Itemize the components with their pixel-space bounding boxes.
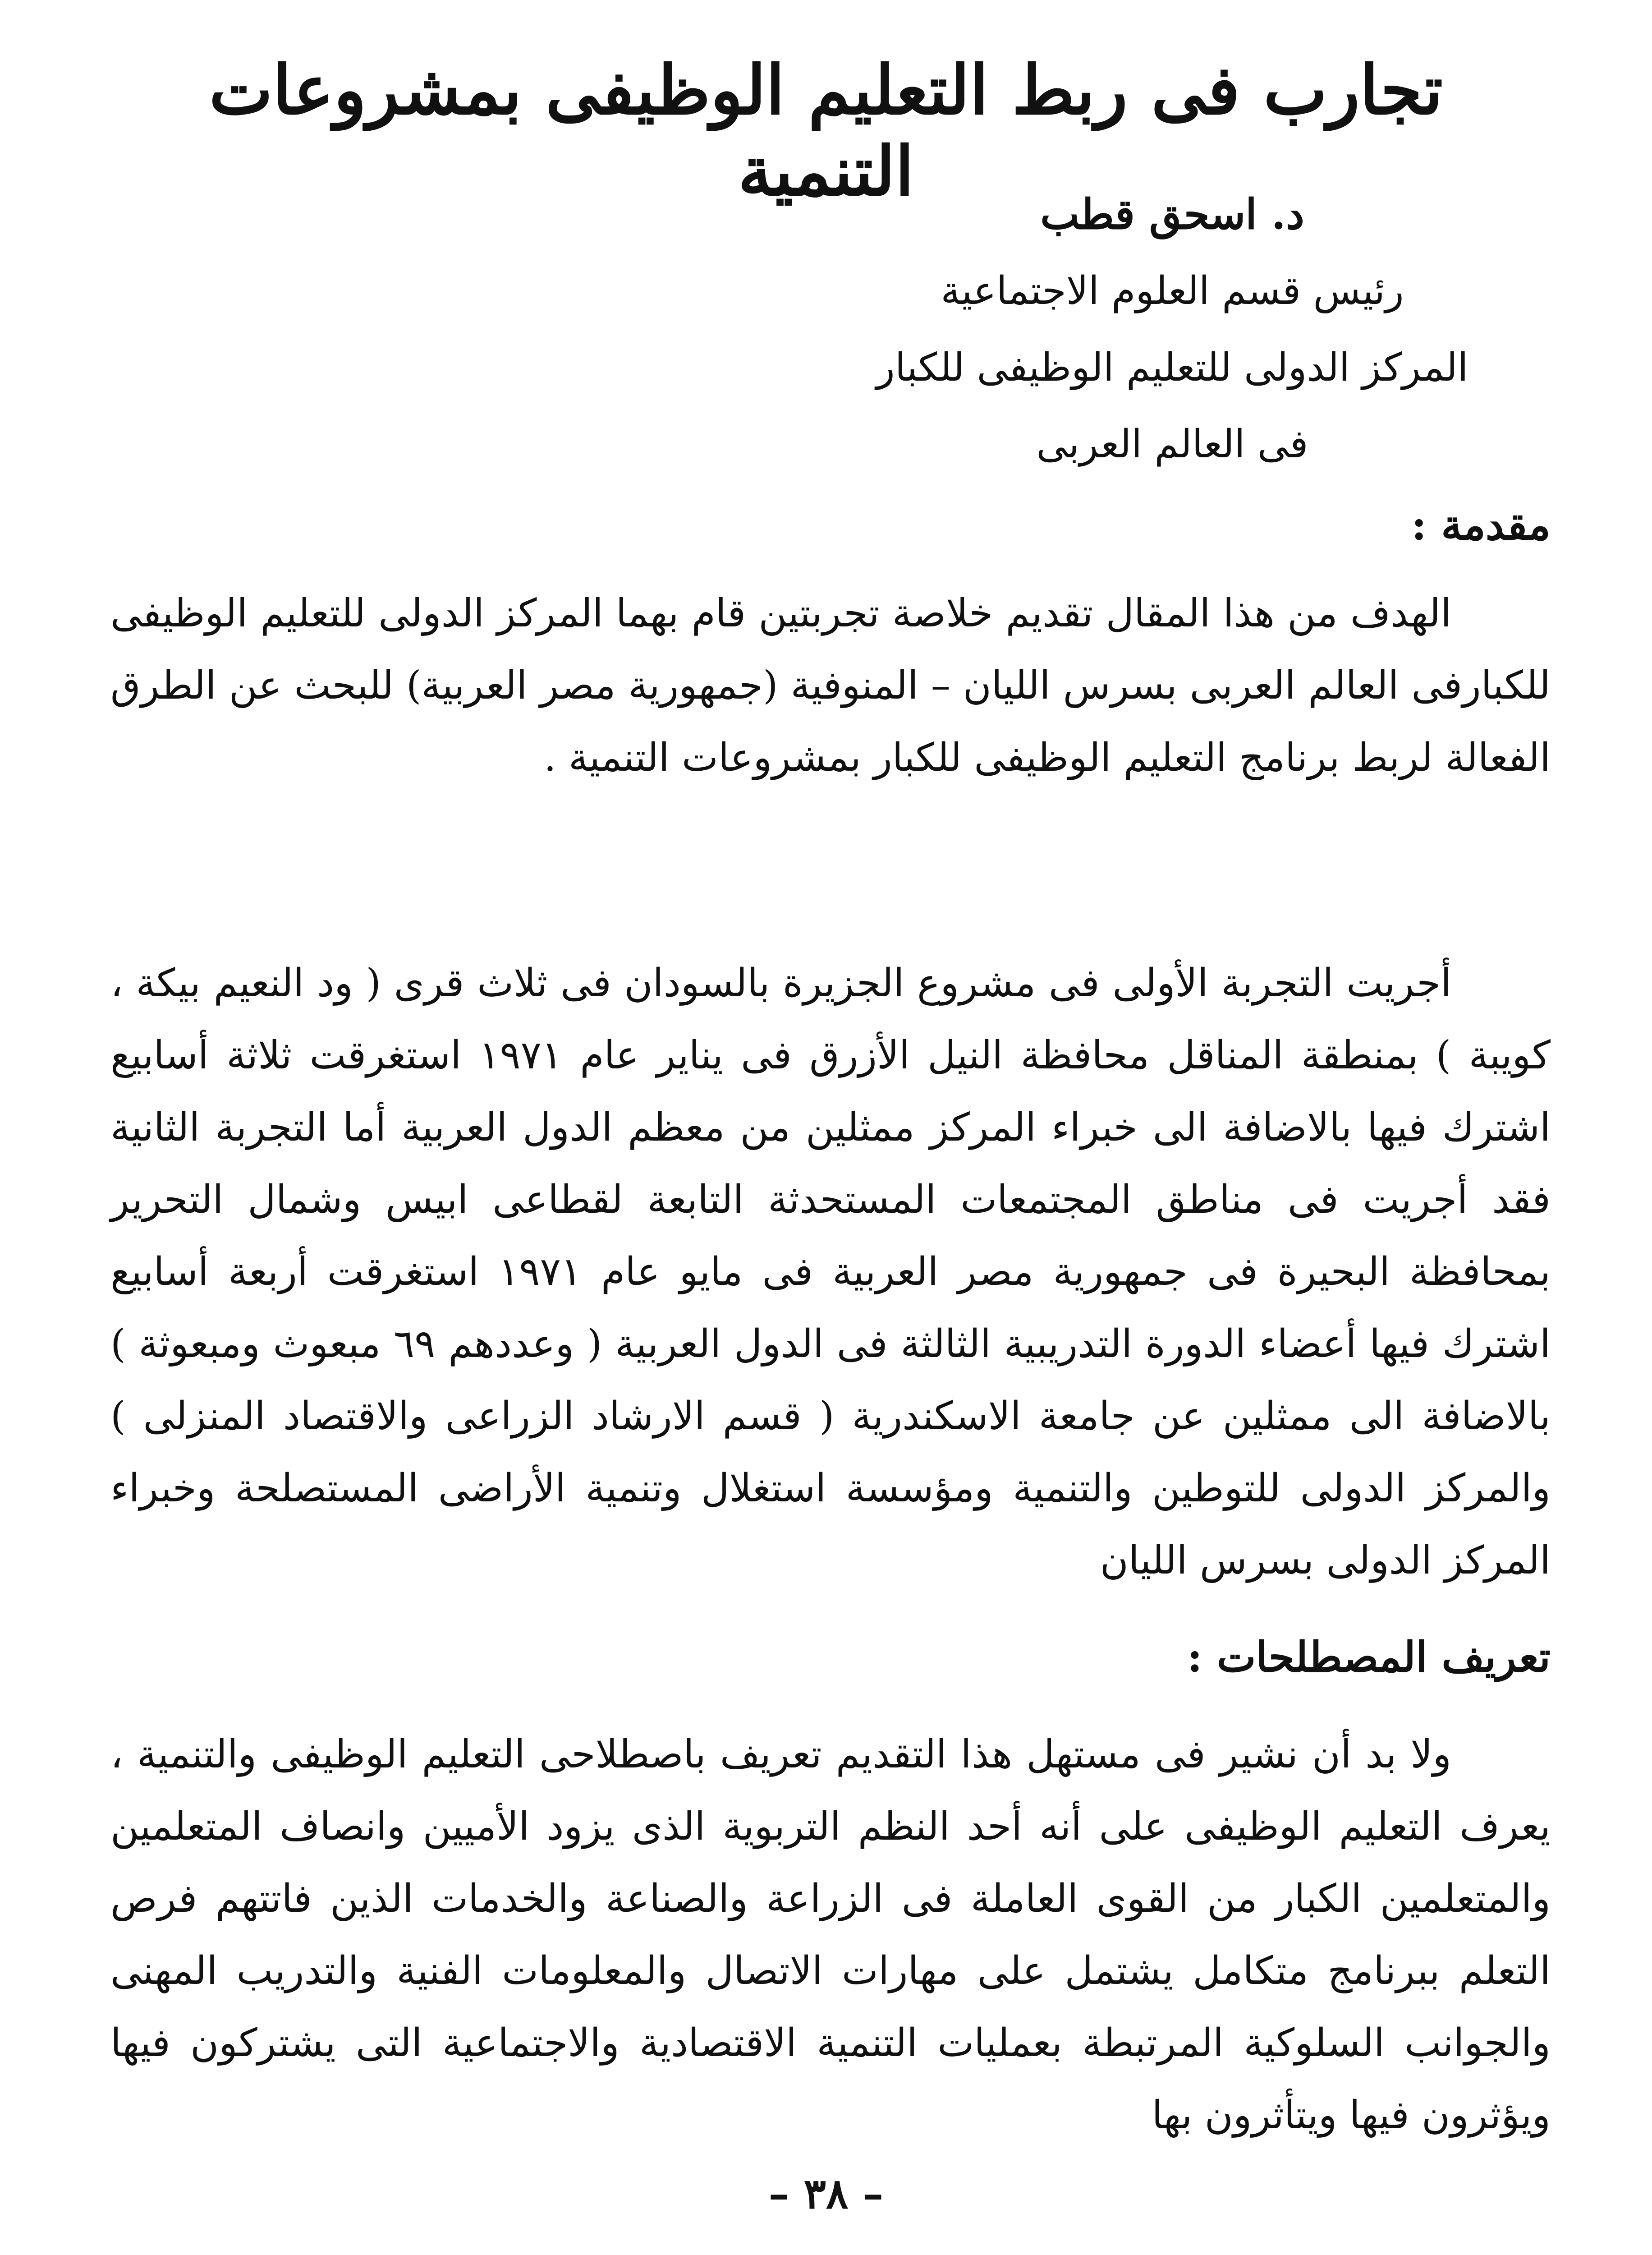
page-number: – ٣٨ – bbox=[768, 2169, 884, 2218]
author-position-line: رئيس قسم العلوم الاجتماعية bbox=[941, 268, 1404, 313]
section-heading-introduction: مقدمة : bbox=[1411, 501, 1551, 549]
author-position-line: المركز الدولى للتعليم الوظيفى للكبار bbox=[876, 345, 1468, 390]
author-position-line: فى العالم العربى bbox=[1036, 422, 1308, 467]
author-name: د. اسحق قطب bbox=[1040, 190, 1304, 239]
paragraph: ولا بد أن نشير فى مستهل هذا التقديم تعريف باصطلاحى التعليم الوظيفى والتنمية ، يعرف التعليم الوظيفى على أنه أحد النظم التربوية الذى يزود الأميين وانصاف المتعلمين والمتعلمين الكبار من القوى العاملة فى الزراعة والصناعة والخدمات الذين فاتتهم فرص التعلم ببرنامج متكامل يشتمل على مهارات الاتصال والمعلومات الفنية والتدريب المهنى والجوانب السلوكية المرتبطة بعمليات التنمية الاقتصادية والاجتماعية التى يشتركون فيها ويؤثرون فيها ويتأثرون بها bbox=[110, 1732, 1551, 2138]
paragraph: أجريت التجربة الأولى فى مشروع الجزيرة بالسودان فى ثلاث قرى ( ود النعيم بيكة ، كويبة ) بمنطقة المناقل محافظة النيل الأزرق فى يناير عام ١٩٧١ استغرقت ثلاثة أسابيع اشترك فيها بالاضافة الى خبراء المركز ممثلين من معظم الدول العربية أما التجربة الثانية فقد أجريت فى مناطق المجتمعات المستحدثة التابعة لقطاعى ابيس وشمال التحرير بمحافظة البحيرة فى جمهورية مصر العربية فى مايو عام ١٩٧١ استغرقت أربعة أسابيع اشترك فيها أعضاء الدورة التدريبية الثالثة فى الدول العربية ( وعددهم ٦٩ مبعوث ومبعوثة ) بالاضافة الى ممثلين عن جامعة الاسكندرية ( قسم الارشاد الزراعى والاقتصاد المنزلى ) والمركز الدولى للتوطين والتنمية ومؤسسة استغلال وتنمية الأراضى المستصلحة وخبراء المركز الدولى بسرس الليان bbox=[110, 961, 1551, 1583]
article-title: تجارب فى ربط التعليم الوظيفى بمشروعات التنمية bbox=[209, 51, 1443, 211]
paragraph: الهدف من هذا المقال تقديم خلاصة تجربتين قام بهما المركز الدولى للتعليم الوظيفى للكبارفى العالم العربى بسرس الليان – المنوفية (جمهورية مصر العربية) للبحث عن الطرق الفعالة لربط برنامج التعليم الوظيفى للكبار بمشروعات التنمية . bbox=[110, 591, 1551, 780]
author-block bbox=[857, 176, 1488, 483]
section-heading-terms: تعريف المصطلحات : bbox=[1187, 1633, 1551, 1681]
